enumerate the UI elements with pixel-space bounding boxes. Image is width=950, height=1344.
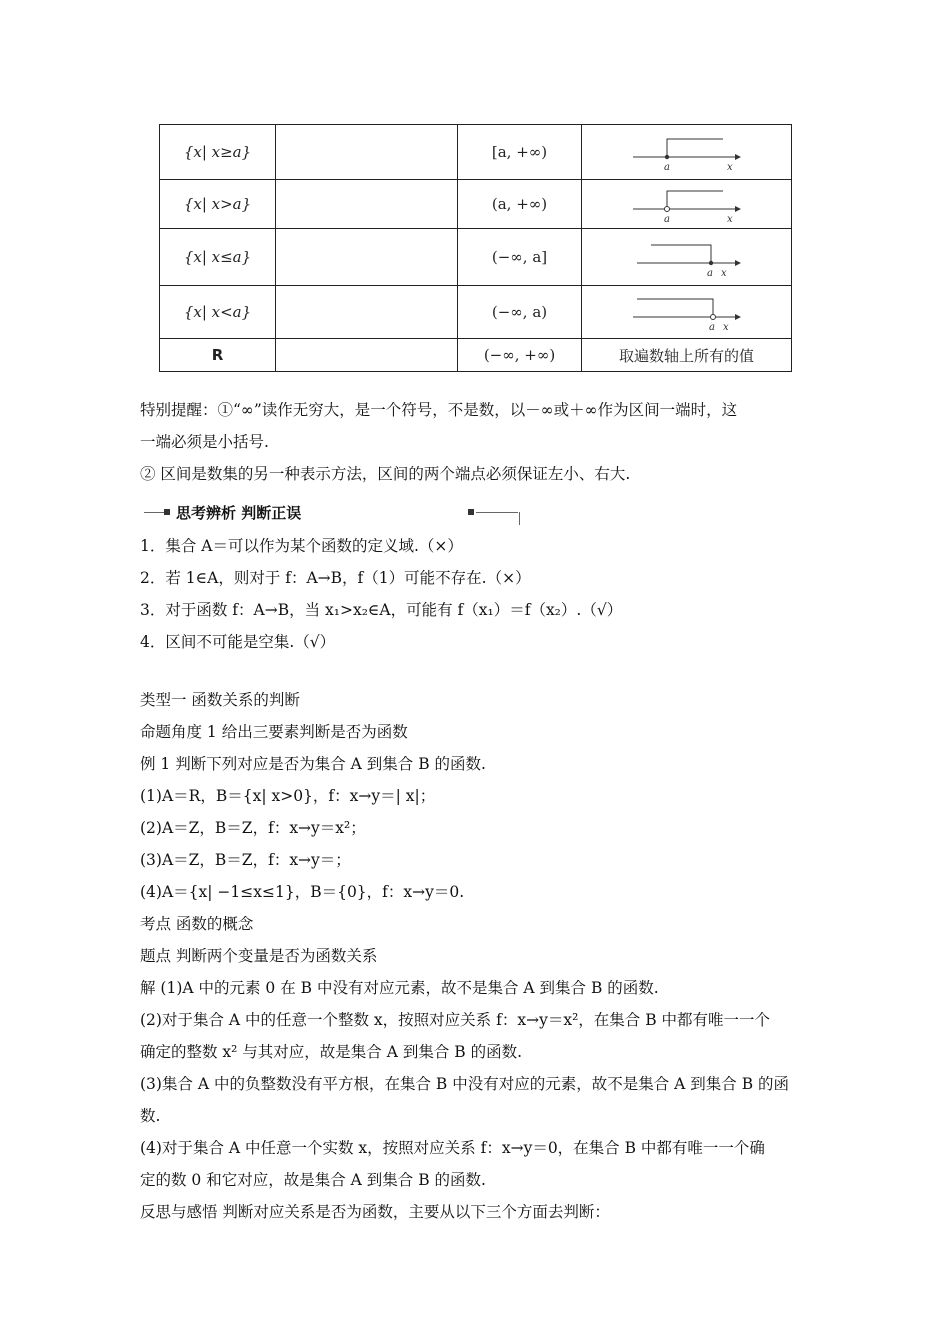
solution-line: (4)对于集合 A 中任意一个实数 x，按照对应关系 f：x→y＝0，在集合 B 中都有唯一一个确 xyxy=(140,1139,765,1157)
banner-square-icon xyxy=(164,509,170,515)
example-item: (4)A＝{x| −1≤x≤1}，B＝{0}，f：x→y＝0. xyxy=(140,883,465,901)
graph-cell xyxy=(582,125,792,180)
solution-line: (3)集合 A 中的负整数没有平方根，在集合 B 中没有对应的元素，故不是集合 A 到集合 B 的函 xyxy=(140,1075,790,1093)
example-item: (2)A＝Z，B＝Z，f：x→y＝x²； xyxy=(140,819,366,837)
number-line-closed-right xyxy=(627,130,747,174)
banner-title: 思考辨析 判断正误 xyxy=(176,504,302,522)
axis-label-a: a xyxy=(708,322,715,333)
axis-label-x: x xyxy=(726,214,733,224)
solution-line: 数. xyxy=(140,1107,161,1125)
judgement-item: 1．集合 A＝可以作为某个函数的定义域.（×） xyxy=(140,537,463,555)
number-line-closed-left xyxy=(627,235,747,279)
interval-cell: (a, +∞) xyxy=(458,180,582,229)
axis-label-a: a xyxy=(706,268,713,279)
name-cell xyxy=(276,180,458,229)
axis-label-a: a xyxy=(663,214,670,224)
table-row xyxy=(160,229,792,286)
reminder-line-2: 一端必须是小括号. xyxy=(140,433,269,451)
table-row xyxy=(160,286,792,339)
name-cell xyxy=(276,125,458,180)
solution-line: 定的数 0 和它对应，故是集合 A 到集合 B 的函数. xyxy=(140,1171,486,1189)
graph-text-cell: 取遍数轴上所有的值 xyxy=(582,339,792,372)
think-judge-banner xyxy=(140,500,522,526)
graph-cell xyxy=(582,180,792,229)
number-line-open-left xyxy=(627,291,747,333)
banner-corner xyxy=(519,512,520,525)
solution-line: 确定的整数 x² 与其对应，故是集合 A 到集合 B 的函数. xyxy=(140,1043,523,1061)
example-item: (1)A＝R，B＝{x| x>0}，f：x→y＝| x|； xyxy=(140,787,436,805)
name-cell xyxy=(276,339,458,372)
table-row xyxy=(160,339,792,372)
judgement-item: 4．区间不可能是空集.（√） xyxy=(140,633,336,651)
axis-label-a: a xyxy=(663,162,670,173)
table-row xyxy=(160,180,792,229)
solution-line: 解 (1)A 中的元素 0 在 B 中没有对应元素，故不是集合 A 到集合 B 的函数. xyxy=(140,979,659,997)
interval-cell: (−∞, a) xyxy=(458,286,582,339)
type-heading: 类型一 函数关系的判断 xyxy=(140,691,300,709)
banner-rule-left xyxy=(144,512,164,513)
angle-heading: 命题角度 1 给出三要素判断是否为函数 xyxy=(140,723,408,741)
interval-cell: [a, +∞) xyxy=(458,125,582,180)
example-item: (3)A＝Z，B＝Z，f：x→y＝； xyxy=(140,851,351,869)
axis-label-x: x xyxy=(726,162,733,173)
interval-table xyxy=(159,124,792,372)
banner-square-icon xyxy=(468,509,474,515)
judgement-item: 3．对于函数 f：A→B，当 x₁>x₂∈A，可能有 f（x₁）＝f（x₂）.（√） xyxy=(140,601,623,619)
example-heading: 例 1 判断下列对应是否为集合 A 到集合 B 的函数. xyxy=(140,755,486,773)
set-cell: {x| x≤a} xyxy=(160,229,276,286)
table-row xyxy=(160,125,792,180)
number-line-open-right xyxy=(627,184,747,224)
axis-label-x: x xyxy=(722,322,729,333)
reflection-line: 反思与感悟 判断对应关系是否为函数，主要从以下三个方面去判断： xyxy=(140,1203,610,1221)
tidian-line: 题点 判断两个变量是否为函数关系 xyxy=(140,947,378,965)
name-cell xyxy=(276,286,458,339)
set-cell: {x| x>a} xyxy=(160,180,276,229)
kaodian-line: 考点 函数的概念 xyxy=(140,915,254,933)
interval-cell: (−∞, a] xyxy=(458,229,582,286)
reminder-line-1: 特别提醒：①“∞”读作无穷大，是一个符号，不是数，以－∞或＋∞作为区间一端时，这 xyxy=(140,401,738,419)
graph-cell xyxy=(582,229,792,286)
set-cell: {x| x<a} xyxy=(160,286,276,339)
graph-cell xyxy=(582,286,792,339)
banner-rule-right xyxy=(476,512,518,513)
judgement-item: 2．若 1∈A，则对于 f：A→B，f（1）可能不存在.（×） xyxy=(140,569,531,587)
reminder-line-3: ② 区间是数集的另一种表示方法，区间的两个端点必须保证左小、右大. xyxy=(140,465,631,483)
solution-line: (2)对于集合 A 中的任意一个整数 x，按照对应关系 f：x→y＝x²，在集合 B 中都有唯一一个 xyxy=(140,1011,771,1029)
axis-label-x: x xyxy=(720,268,727,279)
set-cell: {x| x≥a} xyxy=(160,125,276,180)
set-cell: R xyxy=(160,339,276,372)
interval-cell: (−∞, +∞) xyxy=(458,339,582,372)
name-cell xyxy=(276,229,458,286)
